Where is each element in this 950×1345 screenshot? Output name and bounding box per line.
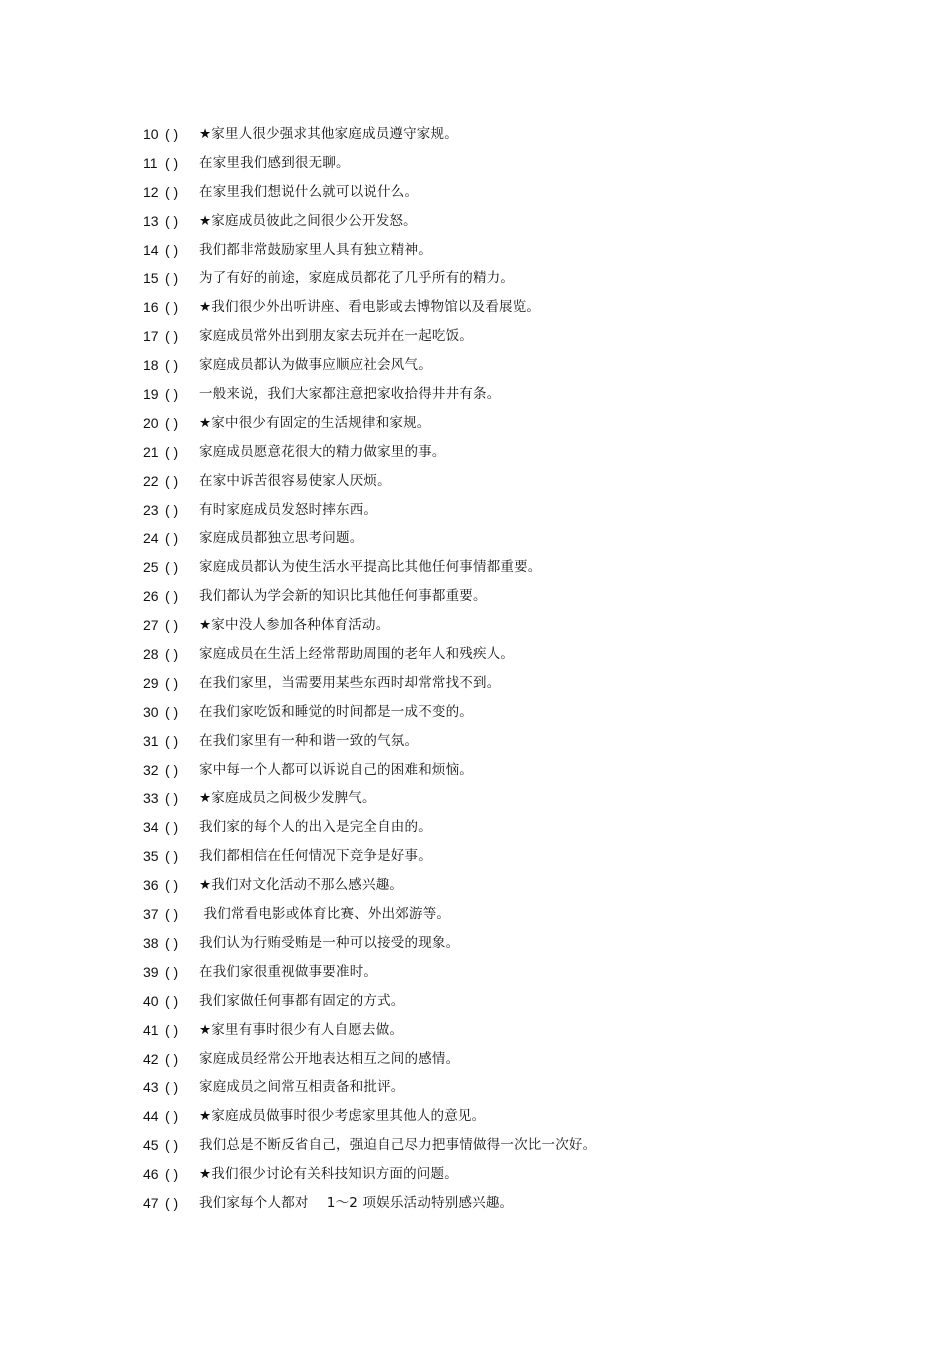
- question-text: 家中每一个人都可以诉说自己的困难和烦恼。: [199, 761, 473, 778]
- question-text: 在家中诉苦很容易使家人厌烦。: [199, 472, 391, 489]
- answer-blank: ( ): [165, 154, 179, 171]
- answer-blank: ( ): [165, 963, 179, 980]
- question-item: [143, 1077, 903, 1106]
- question-item: [143, 500, 903, 529]
- question-text: 家庭成员都认为使生活水平提高比其他任何事情都重要。: [199, 559, 542, 576]
- question-number: 36: [143, 877, 159, 894]
- question-number: 31: [143, 732, 159, 749]
- answer-blank: ( ): [165, 1194, 179, 1211]
- question-number: 30: [143, 703, 159, 720]
- question-number: 11: [143, 154, 158, 171]
- question-item: [143, 1106, 903, 1135]
- answer-blank: ( ): [165, 472, 179, 489]
- answer-blank: ( ): [165, 126, 179, 142]
- question-text: 家庭成员常外出到朋友家去玩并在一起吃饭。: [199, 328, 473, 345]
- question-number: 25: [143, 559, 159, 576]
- question-number: 43: [143, 1079, 159, 1096]
- question-number: 17: [143, 328, 159, 345]
- question-number: 15: [143, 270, 159, 287]
- question-text: 在我们家里，当需要用某些东西时却常常找不到。: [199, 674, 501, 691]
- question-text: ★我们很少讨论有关科技知识方面的问题。: [199, 1166, 458, 1183]
- question-number: 33: [143, 790, 159, 807]
- question-item: [143, 586, 903, 615]
- question-item: [143, 760, 903, 789]
- question-item: [143, 528, 903, 557]
- question-text: 一般来说，我们大家都注意把家收拾得井井有条。: [199, 386, 501, 403]
- answer-blank: ( ): [165, 906, 179, 923]
- answer-blank: ( ): [165, 559, 179, 576]
- question-number: 40: [143, 992, 159, 1009]
- answer-blank: ( ): [165, 617, 179, 634]
- question-text: 家庭成员愿意花很大的精力做家里的事。: [199, 443, 446, 460]
- question-text: ★我们对文化活动不那么感兴趣。: [199, 877, 404, 894]
- question-item: [143, 1193, 903, 1222]
- question-text: 在我们家很重视做事要准时。: [199, 963, 378, 980]
- question-number: 14: [143, 241, 159, 258]
- question-item: [143, 413, 903, 442]
- answer-blank: ( ): [165, 992, 179, 1009]
- question-text: 我们家做任何事都有固定的方式。: [199, 992, 405, 1009]
- question-number: 46: [143, 1166, 159, 1183]
- question-number: 42: [143, 1050, 159, 1067]
- question-item: [143, 788, 903, 817]
- answer-blank: ( ): [165, 790, 179, 807]
- question-number: 12: [143, 183, 159, 200]
- question-text: ★我们很少外出听讲座、看电影或去博物馆以及看展览。: [199, 299, 541, 316]
- question-number: 10: [143, 126, 159, 142]
- question-text: 我们都非常鼓励家里人具有独立精神。: [199, 241, 432, 258]
- question-item: [143, 211, 903, 240]
- question-number: 28: [143, 646, 159, 663]
- question-item: [143, 124, 903, 153]
- answer-blank: ( ): [165, 357, 179, 374]
- answer-blank: ( ): [165, 588, 179, 605]
- answer-blank: ( ): [165, 819, 179, 836]
- answer-blank: ( ): [165, 328, 179, 345]
- question-item: [143, 702, 903, 731]
- answer-blank: ( ): [165, 934, 179, 951]
- question-number: 45: [143, 1137, 159, 1154]
- question-text: 家庭成员在生活上经常帮助周围的老年人和残疾人。: [199, 646, 515, 663]
- answer-blank: ( ): [165, 183, 179, 200]
- answer-blank: ( ): [165, 299, 179, 316]
- question-text: 我们认为行贿受贿是一种可以接受的现象。: [199, 934, 460, 951]
- question-item: [143, 182, 903, 211]
- question-text: 我们常看电影或体育比赛、外出郊游等。: [199, 906, 451, 923]
- question-text: ★家中没人参加各种体育活动。: [199, 617, 390, 634]
- question-text: 家庭成员之间常互相责备和批评。: [199, 1079, 405, 1096]
- question-text: 我们家的每个人的出入是完全自由的。: [199, 819, 432, 836]
- question-item: [143, 268, 903, 297]
- question-item: [143, 904, 903, 933]
- question-item: [143, 731, 903, 760]
- question-item: [143, 615, 903, 644]
- question-item: [143, 297, 903, 326]
- question-text: ★家庭成员做事时很少考虑家里其他人的意见。: [199, 1108, 486, 1125]
- answer-blank: ( ): [165, 646, 179, 663]
- question-item: [143, 991, 903, 1020]
- question-number: 37: [143, 906, 159, 923]
- answer-blank: ( ): [165, 674, 179, 691]
- answer-blank: ( ): [165, 877, 179, 894]
- question-number: 32: [143, 761, 159, 778]
- question-text: 为了有好的前途，家庭成员都花了几乎所有的精力。: [199, 270, 515, 287]
- question-text: 家庭成员都认为做事应顺应社会风气。: [199, 357, 432, 374]
- question-text: ★家庭成员之间极少发脾气。: [199, 790, 376, 807]
- question-number: 34: [143, 819, 159, 836]
- question-item: [143, 846, 903, 875]
- question-number: 27: [143, 617, 159, 634]
- answer-blank: ( ): [165, 212, 179, 229]
- question-text: ★家中很少有固定的生活规律和家规。: [199, 414, 431, 431]
- question-text: ★家庭成员彼此之间很少公开发怒。: [199, 212, 417, 229]
- question-number: 26: [143, 588, 159, 605]
- answer-blank: ( ): [165, 703, 179, 720]
- question-item: [143, 817, 903, 846]
- question-item: [143, 1049, 903, 1078]
- question-text: ★家里人很少强求其他家庭成员遵守家规。: [199, 126, 458, 142]
- question-number: 16: [143, 299, 159, 316]
- question-number: 47: [143, 1194, 159, 1211]
- question-text: 在我们家里有一种和谐一致的气氛。: [199, 732, 419, 749]
- question-number: 13: [143, 212, 159, 229]
- question-item: [143, 962, 903, 991]
- question-number: 22: [143, 472, 159, 489]
- answer-blank: ( ): [165, 386, 179, 403]
- question-item: [143, 1164, 903, 1193]
- question-item: [143, 933, 903, 962]
- question-number: 35: [143, 848, 159, 865]
- question-item: [143, 442, 903, 471]
- question-number: 19: [143, 386, 159, 403]
- answer-blank: ( ): [165, 443, 179, 460]
- question-item: [143, 673, 903, 702]
- question-item: [143, 557, 903, 586]
- answer-blank: ( ): [165, 761, 179, 778]
- question-number: 41: [143, 1021, 159, 1038]
- question-text: 我们都相信在任何情况下竞争是好事。: [199, 848, 432, 865]
- answer-blank: ( ): [165, 1021, 179, 1038]
- question-item: [143, 153, 903, 182]
- question-text: 有时家庭成员发怒时摔东西。: [199, 501, 378, 518]
- answer-blank: ( ): [165, 1079, 179, 1096]
- answer-blank: ( ): [165, 1137, 179, 1154]
- question-text: 我们家每个人都对 1～2 项娱乐活动特别感兴趣。: [199, 1194, 514, 1211]
- question-text: 我们都认为学会新的知识比其他任何事都重要。: [199, 588, 487, 605]
- question-item: [143, 1135, 903, 1164]
- question-number: 29: [143, 674, 159, 691]
- question-text: 在家里我们感到很无聊。: [199, 154, 350, 171]
- question-text: 家庭成员都独立思考问题。: [199, 530, 364, 547]
- answer-blank: ( ): [165, 1166, 179, 1183]
- question-text: 我们总是不断反省自己，强迫自己尽力把事情做得一次比一次好。: [199, 1137, 597, 1154]
- answer-blank: ( ): [165, 414, 179, 431]
- question-item: [143, 471, 903, 500]
- question-item: [143, 355, 903, 384]
- answer-blank: ( ): [165, 501, 179, 518]
- question-item: [143, 240, 903, 269]
- answer-blank: ( ): [165, 1050, 179, 1067]
- question-text: ★家里有事时很少有人自愿去做。: [199, 1021, 404, 1038]
- question-text: 家庭成员经常公开地表达相互之间的感情。: [199, 1050, 460, 1067]
- question-item: [143, 326, 903, 355]
- question-text: 在我们家吃饭和睡觉的时间都是一成不变的。: [199, 703, 473, 720]
- question-number: 44: [143, 1108, 159, 1125]
- question-number: 23: [143, 501, 159, 518]
- answer-blank: ( ): [165, 732, 179, 749]
- question-item: [143, 384, 903, 413]
- answer-blank: ( ): [165, 270, 179, 287]
- answer-blank: ( ): [165, 530, 179, 547]
- question-item: [143, 644, 903, 673]
- answer-blank: ( ): [165, 848, 179, 865]
- question-item: [143, 1020, 903, 1049]
- question-number: 39: [143, 963, 159, 980]
- question-item: [143, 875, 903, 904]
- question-number: 21: [143, 443, 159, 460]
- question-number: 20: [143, 414, 159, 431]
- answer-blank: ( ): [165, 1108, 179, 1125]
- question-number: 18: [143, 357, 159, 374]
- answer-blank: ( ): [165, 241, 179, 258]
- questionnaire-list: [143, 124, 903, 1222]
- question-number: 24: [143, 530, 159, 547]
- question-number: 38: [143, 934, 159, 951]
- question-text: 在家里我们想说什么就可以说什么。: [199, 183, 419, 200]
